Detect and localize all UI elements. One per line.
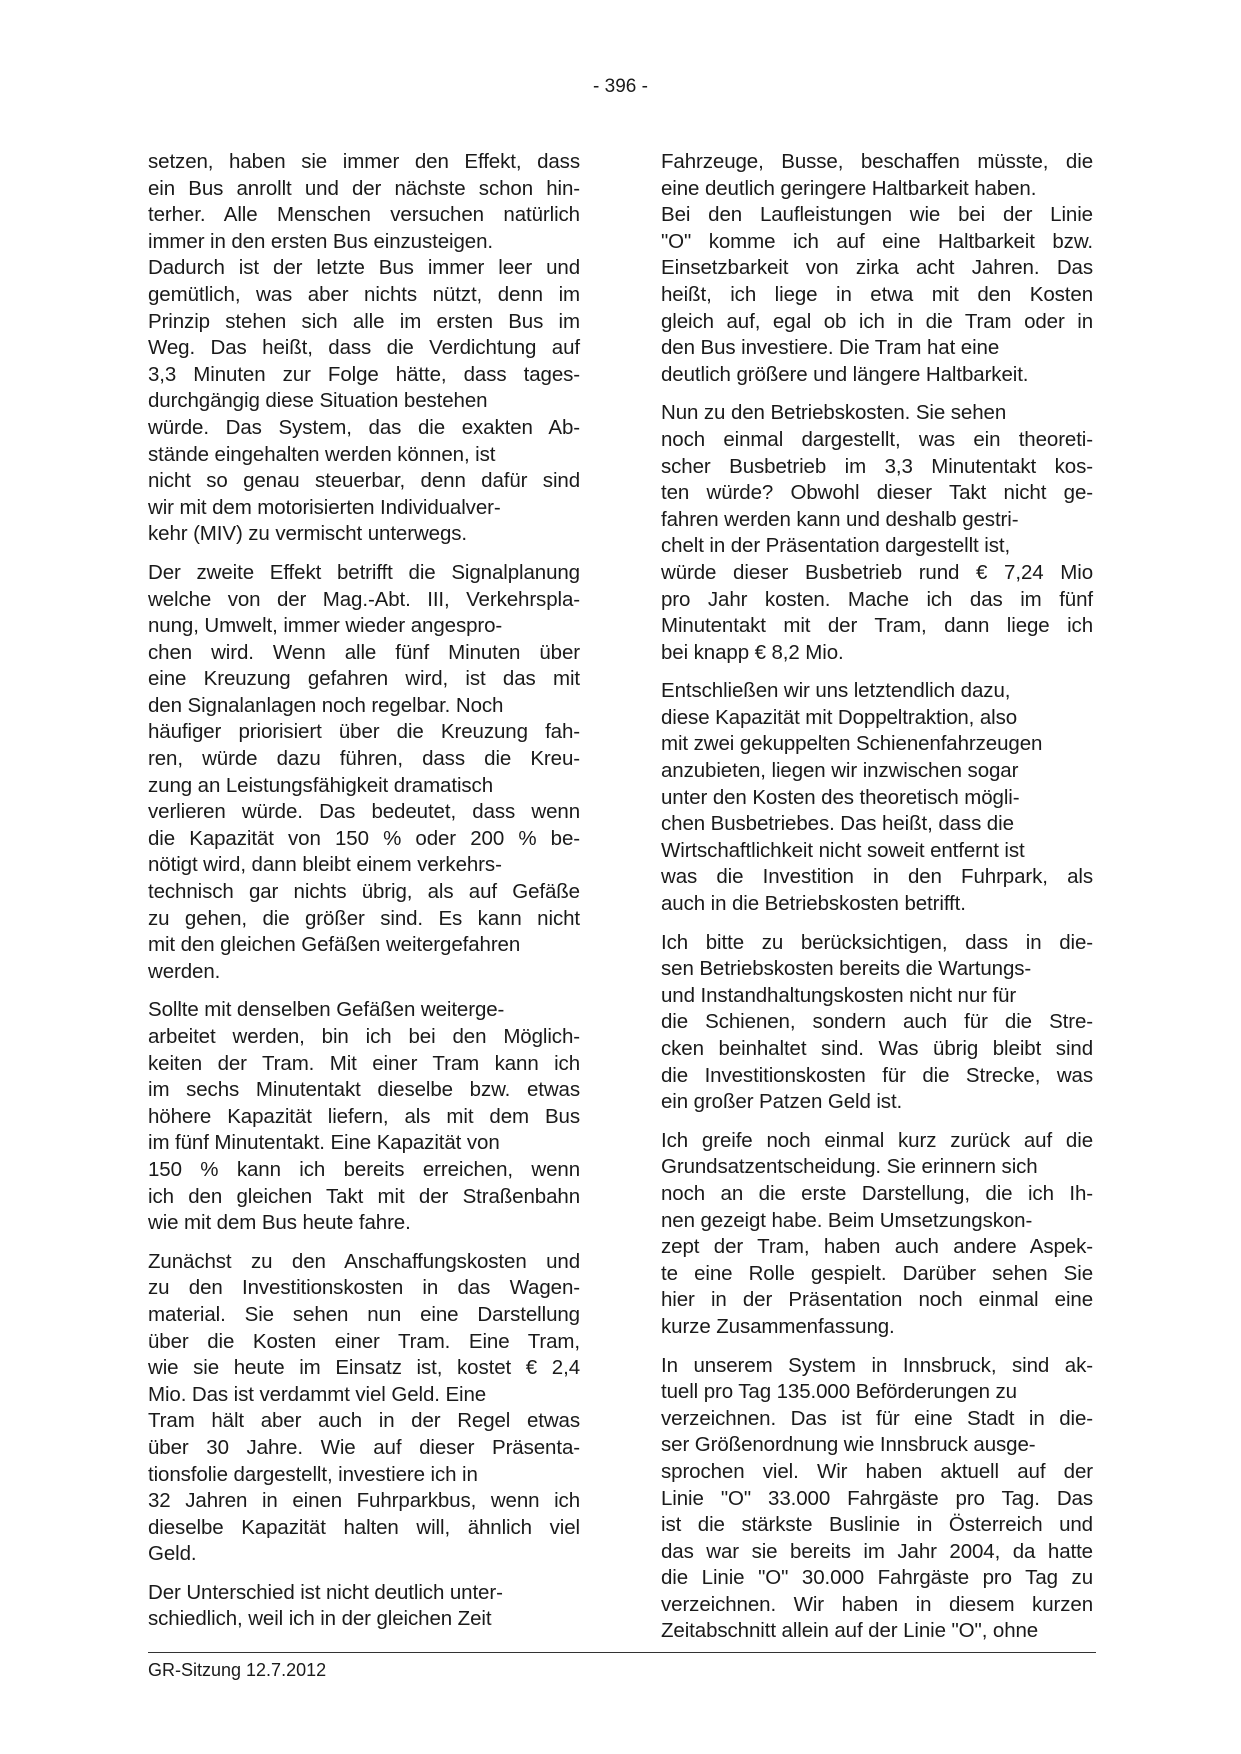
text-line: wie mit dem Bus heute fahre. [148,1211,411,1235]
text-line: ein großer Patzen Geld ist. [661,1090,903,1114]
text-line: nötigt wird, dann bleibt einem verkehrs- [148,853,502,877]
text-line: Entschließen wir uns letztendlich dazu, [661,679,1011,703]
text-line: zu den Investitionskosten in das Wagen- [148,1276,580,1300]
text-line: Einsetzbarkeit von zirka acht Jahren. Das [661,256,1093,280]
text-line: die Kapazität von 150 % oder 200 % be- [148,826,580,850]
text-line: schiedlich, weil ich in der gleichen Zeit [148,1607,492,1631]
text-line: Mio. Das ist verdammt viel Geld. Eine [148,1382,487,1406]
text-line: im fünf Minutentakt. Eine Kapazität von [148,1131,500,1155]
text-line: terher. Alle Menschen versuchen natürlich [148,203,580,227]
text-line: durchgängig diese Situation bestehen [148,389,488,413]
text-line: fahren werden kann und deshalb gestri- [661,507,1019,531]
text-line: diese Kapazität mit Doppeltraktion, also [661,705,1018,729]
text-line: gemütlich, was aber nichts nützt, denn im [148,282,580,306]
text-line: cken beinhaltet sind. Was übrig bleibt sind [661,1037,1093,1060]
text-line: ser Größenordnung wie Innsbruck ausge- [661,1433,1036,1457]
text-line: eine Kreuzung gefahren wird, ist das mit [148,667,580,691]
text-line: den Bus investiere. Die Tram hat eine [661,336,1000,360]
text-line: Tram hält aber auch in der Regel etwas [148,1409,580,1433]
text-line: die Linie "O" 30.000 Fahrgäste pro Tag zu [661,1566,1093,1590]
text-line: scher Busbetrieb im 3,3 Minutentakt kos- [661,454,1093,478]
text-line: material. Sie sehen nun eine Darstellung [148,1302,580,1326]
text-line: verlieren würde. Das bedeutet, dass wenn [148,800,580,824]
text-line: anzubieten, liegen wir inzwischen sogar [661,759,1019,783]
text-line: und Instandhaltungskosten nicht nur für [661,983,1017,1007]
text-line: verzeichnen. Das ist für eine Stadt in die- [661,1406,1093,1430]
text-line: arbeitet werden, bin ich bei den Möglich- [148,1025,580,1048]
text-line: ich den gleichen Takt mit der Straßenbahn [148,1184,580,1208]
text-line: deutlich größere und längere Haltbarkeit. [661,362,1029,386]
text-line: ten würde? Obwohl dieser Takt nicht ge- [661,481,1093,505]
text-line: ein Bus anrollt und der nächste schon hin- [148,176,580,200]
text-line: bei knapp € 8,2 Mio. [661,640,844,664]
text-line: die Schienen, sondern auch für die Stre- [661,1010,1093,1034]
text-line: Prinzip stehen sich alle im ersten Bus im [148,309,580,333]
paragraph [661,930,1093,1116]
text-line: sprochen viel. Wir haben aktuell auf der [661,1459,1093,1483]
footer-session-label: GR-Sitzung 12.7.2012 [148,1660,327,1680]
paragraph [148,1580,580,1633]
text-line: Der zweite Effekt betrifft die Signalplanung [148,560,580,584]
text-line: im sechs Minutentakt dieselbe bzw. etwas [148,1078,580,1102]
text-line: In unserem System in Innsbruck, sind ak- [661,1353,1093,1377]
text-line: kurze Zusammenfassung. [661,1314,895,1338]
text-line: Grundsatzentscheidung. Sie erinnern sich [661,1155,1038,1179]
text-line: Ich bitte zu berücksichtigen, dass in die- [661,930,1093,954]
text-line: kehr (MIV) zu vermischt unterwegs. [148,522,467,546]
paragraph [661,1353,1093,1646]
text-line: Linie "O" 33.000 Fahrgäste pro Tag. Das [661,1486,1093,1510]
text-line: welche von der Mag.-Abt. III, Verkehrspla- [148,587,580,611]
text-line: ren, würde dazu führen, dass die Kreu- [148,747,580,771]
text-line: mit zwei gekuppelten Schienenfahrzeugen [661,732,1043,756]
text-line: wie sie heute im Einsatz ist, kostet € 2,4 [148,1356,580,1380]
text-line: immer in den ersten Bus einzusteigen. [148,229,493,253]
text-line: würde dieser Busbetrieb rund € 7,24 Mio [661,560,1093,584]
text-line: Minutentakt mit der Tram, dann liege ich [661,614,1093,638]
text-line: tuell pro Tag 135.000 Beförderungen zu [661,1380,1017,1404]
text-line: hier in der Präsentation noch einmal eine [661,1288,1093,1312]
text-line: 3,3 Minuten zur Folge hätte, dass tages- [148,362,580,386]
text-line: wir mit dem motorisierten Individualver- [148,495,501,519]
text-line: technisch gar nichts übrig, als auf Gefäße [148,880,580,904]
text-line: zu gehen, die größer sind. Es kann nicht [148,906,580,930]
text-line: Ich greife noch einmal kurz zurück auf die [661,1128,1093,1152]
text-line: nicht so genau steuerbar, denn dafür sind [148,469,580,493]
paragraph [148,149,580,548]
paragraph [661,400,1093,666]
paragraph [661,678,1093,917]
text-line: keiten der Tram. Mit einer Tram kann ich [148,1051,580,1075]
text-line: Geld. [148,1542,197,1566]
text-line: 32 Jahren in einen Fuhrparkbus, wenn ich [148,1489,580,1513]
text-line: werden. [148,959,221,983]
paragraph [148,1249,580,1568]
text-line: die Investitionskosten für die Strecke, was [661,1063,1093,1087]
paragraph [148,560,580,986]
text-line: Zeitabschnitt allein auf der Linie "O", ohne [661,1619,1039,1643]
text-line: eine deutlich geringere Haltbarkeit haben. [661,176,1037,200]
text-line: setzen, haben sie immer den Effekt, dass [148,150,580,173]
text-line: gleich auf, egal ob ich in die Tram oder in [661,309,1093,333]
left-column [148,149,580,1645]
paragraph [661,149,1093,388]
text-line: "O" komme ich auf eine Haltbarkeit bzw. [661,229,1093,253]
text-line: nen gezeigt habe. Beim Umsetzungskon- [661,1208,1033,1232]
text-line: stände eingehalten werden können, ist [148,442,496,466]
text-line: mit den gleichen Gefäßen weitergefahren [148,933,521,957]
text-line: chelt in der Präsentation dargestellt ist, [661,534,1011,558]
text-line: tionsfolie dargestellt, investiere ich in [148,1462,478,1486]
text-line: 150 % kann ich bereits erreichen, wenn [148,1157,580,1181]
text-line: was die Investition in den Fuhrpark, als [661,865,1093,889]
text-line: auch in die Betriebskosten betrifft. [661,892,966,916]
text-line: häufiger priorisiert über die Kreuzung fah- [148,720,580,744]
text-line: Sollte mit denselben Gefäßen weiterge- [148,998,505,1022]
text-line: über 30 Jahre. Wie auf dieser Präsenta- [148,1435,580,1459]
text-line: noch einmal dargestellt, was ein theoreti- [661,427,1093,451]
paragraph [148,997,580,1236]
text-line: nung, Umwelt, immer wieder angespro- [148,614,503,638]
text-line: chen wird. Wenn alle fünf Minuten über [148,640,580,664]
text-line: chen Busbetriebes. Das heißt, dass die [661,812,1014,836]
text-line: über die Kosten einer Tram. Eine Tram, [148,1329,580,1353]
text-line: Zunächst zu den Anschaffungskosten und [148,1249,580,1273]
text-line: Der Unterschied ist nicht deutlich unter- [148,1580,503,1604]
text-line: Fahrzeuge, Busse, beschaffen müsste, die [661,150,1093,173]
text-line: te eine Rolle gespielt. Darüber sehen Sie [661,1261,1093,1285]
text-line: unter den Kosten des theoretisch mögli- [661,785,1020,809]
paragraph [661,1128,1093,1341]
text-line: Bei den Laufleistungen wie bei der Linie [661,203,1093,227]
text-line: noch an die erste Darstellung, die ich Ih- [661,1181,1093,1205]
text-line: sen Betriebskosten bereits die Wartungs- [661,957,1032,981]
footer-divider [148,1652,1096,1653]
right-column [661,149,1093,1657]
text-line: Weg. Das heißt, dass die Verdichtung auf [148,336,580,360]
page-number: - 396 - [593,76,648,97]
text-line: verzeichnen. Wir haben in diesem kurzen [661,1592,1093,1616]
text-line: würde. Das System, das die exakten Ab- [148,415,580,439]
text-line: höhere Kapazität liefern, als mit dem Bus [148,1104,580,1128]
text-line: Wirtschaftlichkeit nicht soweit entfernt ist [661,838,1025,862]
text-line: den Signalanlagen noch regelbar. Noch [148,693,504,717]
text-line: dieselbe Kapazität halten will, ähnlich viel [148,1515,580,1539]
text-line: Nun zu den Betriebskosten. Sie sehen [661,401,1007,425]
text-line: Dadurch ist der letzte Bus immer leer und [148,256,580,280]
text-line: zung an Leistungsfähigkeit dramatisch [148,773,494,797]
text-line: pro Jahr kosten. Mache ich das im fünf [661,587,1093,611]
text-line: ist die stärkste Buslinie in Österreich und [661,1513,1093,1537]
text-line: zept der Tram, haben auch andere Aspek- [661,1235,1093,1259]
text-line: das war sie bereits im Jahr 2004, da hatte [661,1539,1093,1563]
text-line: heißt, ich liege in etwa mit den Kosten [661,282,1093,306]
